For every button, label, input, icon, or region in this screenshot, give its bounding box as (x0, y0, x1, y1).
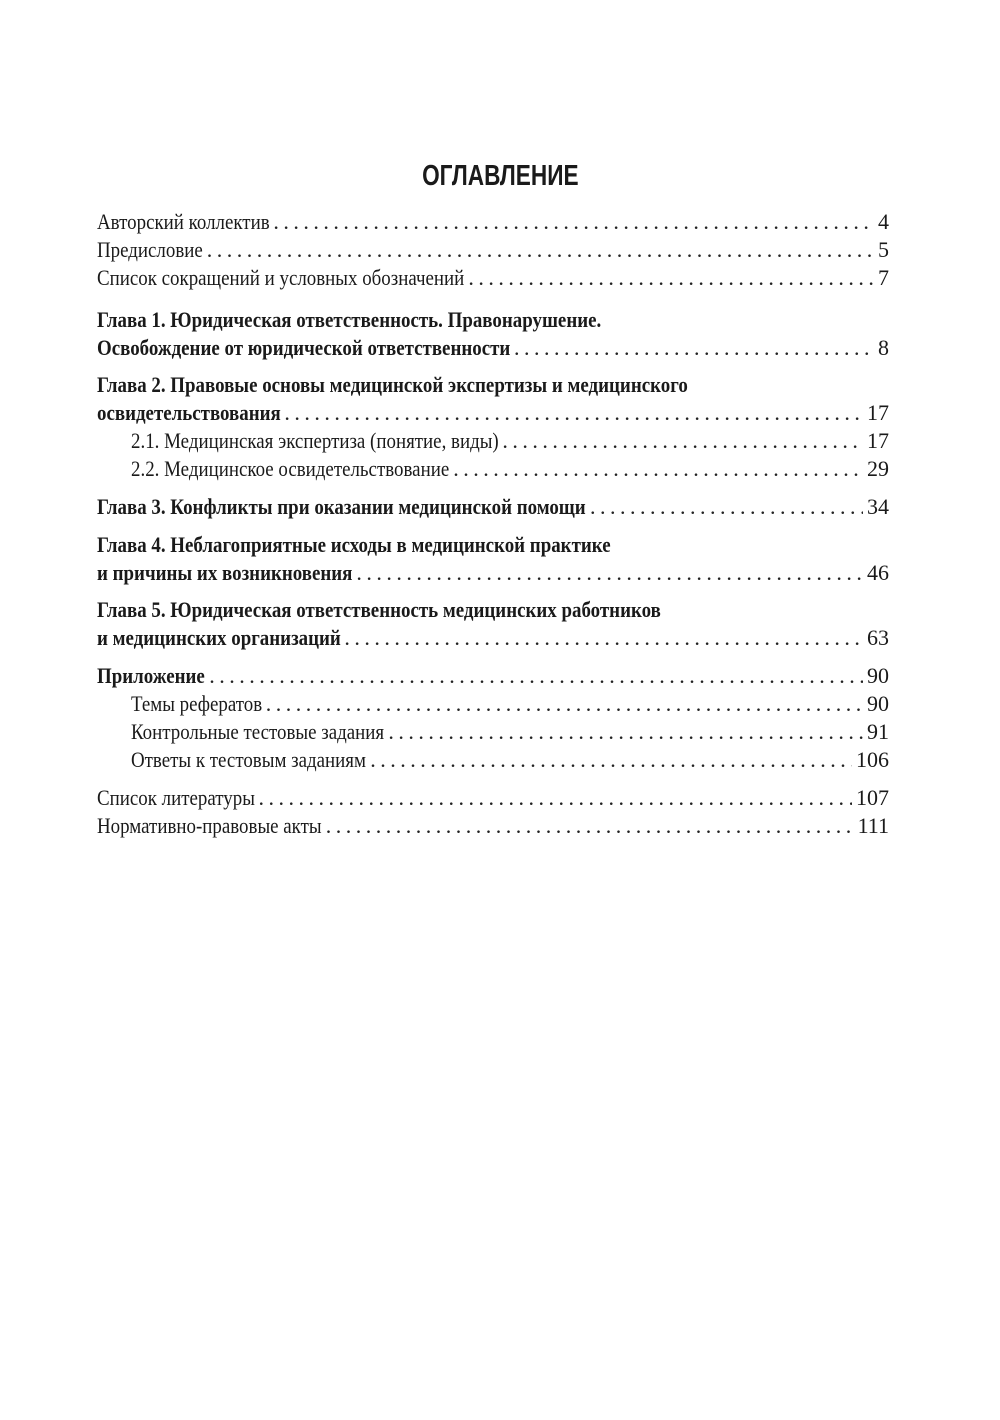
toc-chapter-title: Глава 5. Юридическая ответственность медицинских работников (97, 597, 661, 622)
toc-chapter-line1[interactable] (97, 531, 889, 559)
toc-entry-title: Список литературы (97, 785, 255, 810)
toc-entry[interactable] (97, 264, 889, 292)
toc-entry-title: Приложение (97, 663, 205, 688)
toc-entry[interactable] (97, 662, 889, 690)
leader-dots (502, 427, 863, 455)
leader-dots (356, 559, 863, 587)
leader-dots (590, 493, 863, 521)
page-title-text: ОГЛАВЛЕНИЕ (421, 160, 579, 192)
toc-entry[interactable] (97, 812, 889, 840)
toc-chapter-line1[interactable] (97, 371, 889, 399)
toc-chapter-title: Глава 1. Юридическая ответственность. Правонарушение. (97, 307, 602, 332)
toc-entry[interactable] (97, 784, 889, 812)
toc-entry-title: Контрольные тестовые задания (131, 719, 385, 744)
toc-entry-page: 111 (857, 813, 889, 838)
toc-entry-page: 46 (867, 560, 889, 585)
toc-entry-title: освидетельствования (97, 400, 281, 425)
page-title (0, 160, 1000, 193)
leader-dots (468, 264, 874, 292)
toc-entry-title: Предисловие (97, 237, 203, 262)
toc-entry-page: 17 (867, 400, 889, 425)
leader-dots (453, 455, 863, 483)
leader-dots (266, 690, 863, 718)
toc-entry-page: 17 (867, 428, 889, 453)
toc-entry-title: Нормативно-правовые акты (97, 813, 322, 838)
leader-dots (344, 624, 863, 652)
toc-entry[interactable] (131, 427, 889, 455)
toc-entry-page: 7 (878, 265, 889, 290)
toc-entry-title: Темы рефератов (131, 691, 263, 716)
toc-entry-page: 107 (856, 785, 889, 810)
toc-entry-title: Список сокращений и условных обозначений (97, 265, 465, 290)
toc-entry[interactable] (97, 208, 889, 236)
toc-chapter-title: Глава 2. Правовые основы медицинской экспертизы и медицинского (97, 372, 688, 397)
toc-entry-page: 91 (867, 719, 889, 744)
toc-entry-title: и медицинских организаций (97, 625, 341, 650)
toc-entry[interactable] (97, 399, 889, 427)
toc-entry-title: 2.1. Медицинская экспертиза (понятие, виды) (131, 428, 499, 453)
toc-entry-page: 29 (867, 456, 889, 481)
toc-entry[interactable] (97, 236, 889, 264)
leader-dots (326, 812, 854, 840)
toc-chapter-line1[interactable] (97, 306, 889, 334)
toc-entry[interactable] (131, 746, 889, 774)
leader-dots (273, 208, 874, 236)
toc-entry-title: 2.2. Медицинское освидетельствование (131, 456, 450, 481)
toc-entry-page: 90 (867, 663, 889, 688)
toc-entry-title: Глава 3. Конфликты при оказании медицинской помощи (97, 494, 586, 519)
leader-dots (209, 662, 863, 690)
leader-dots (370, 746, 852, 774)
leader-dots (388, 718, 863, 746)
toc-entry[interactable] (97, 334, 889, 362)
toc-entry-title: Освобождение от юридической ответственности (97, 335, 511, 360)
leader-dots (207, 236, 874, 264)
toc-chapter-title: Глава 4. Неблагоприятные исходы в медицинской практике (97, 532, 611, 557)
toc-entry-page: 90 (867, 691, 889, 716)
toc-entry-page: 63 (867, 625, 889, 650)
toc-entry-title: Ответы к тестовым заданиям (131, 747, 366, 772)
toc-entry-page: 34 (867, 494, 889, 519)
toc-entry[interactable] (131, 718, 889, 746)
leader-dots (514, 334, 874, 362)
toc-entry-title: Авторский коллектив (97, 209, 270, 234)
toc-entry[interactable] (131, 455, 889, 483)
toc-entry-page: 5 (878, 237, 889, 262)
toc-entry[interactable] (131, 690, 889, 718)
toc-entry[interactable] (97, 624, 889, 652)
toc-entry[interactable] (97, 559, 889, 587)
leader-dots (284, 399, 863, 427)
toc-entry-page: 8 (878, 335, 889, 360)
toc-entry-title: и причины их возникновения (97, 560, 353, 585)
toc-chapter-line1[interactable] (97, 596, 889, 624)
leader-dots (259, 784, 852, 812)
toc-entry-page: 4 (878, 209, 889, 234)
toc-entry[interactable] (97, 493, 889, 521)
toc-entry-page: 106 (856, 747, 889, 772)
